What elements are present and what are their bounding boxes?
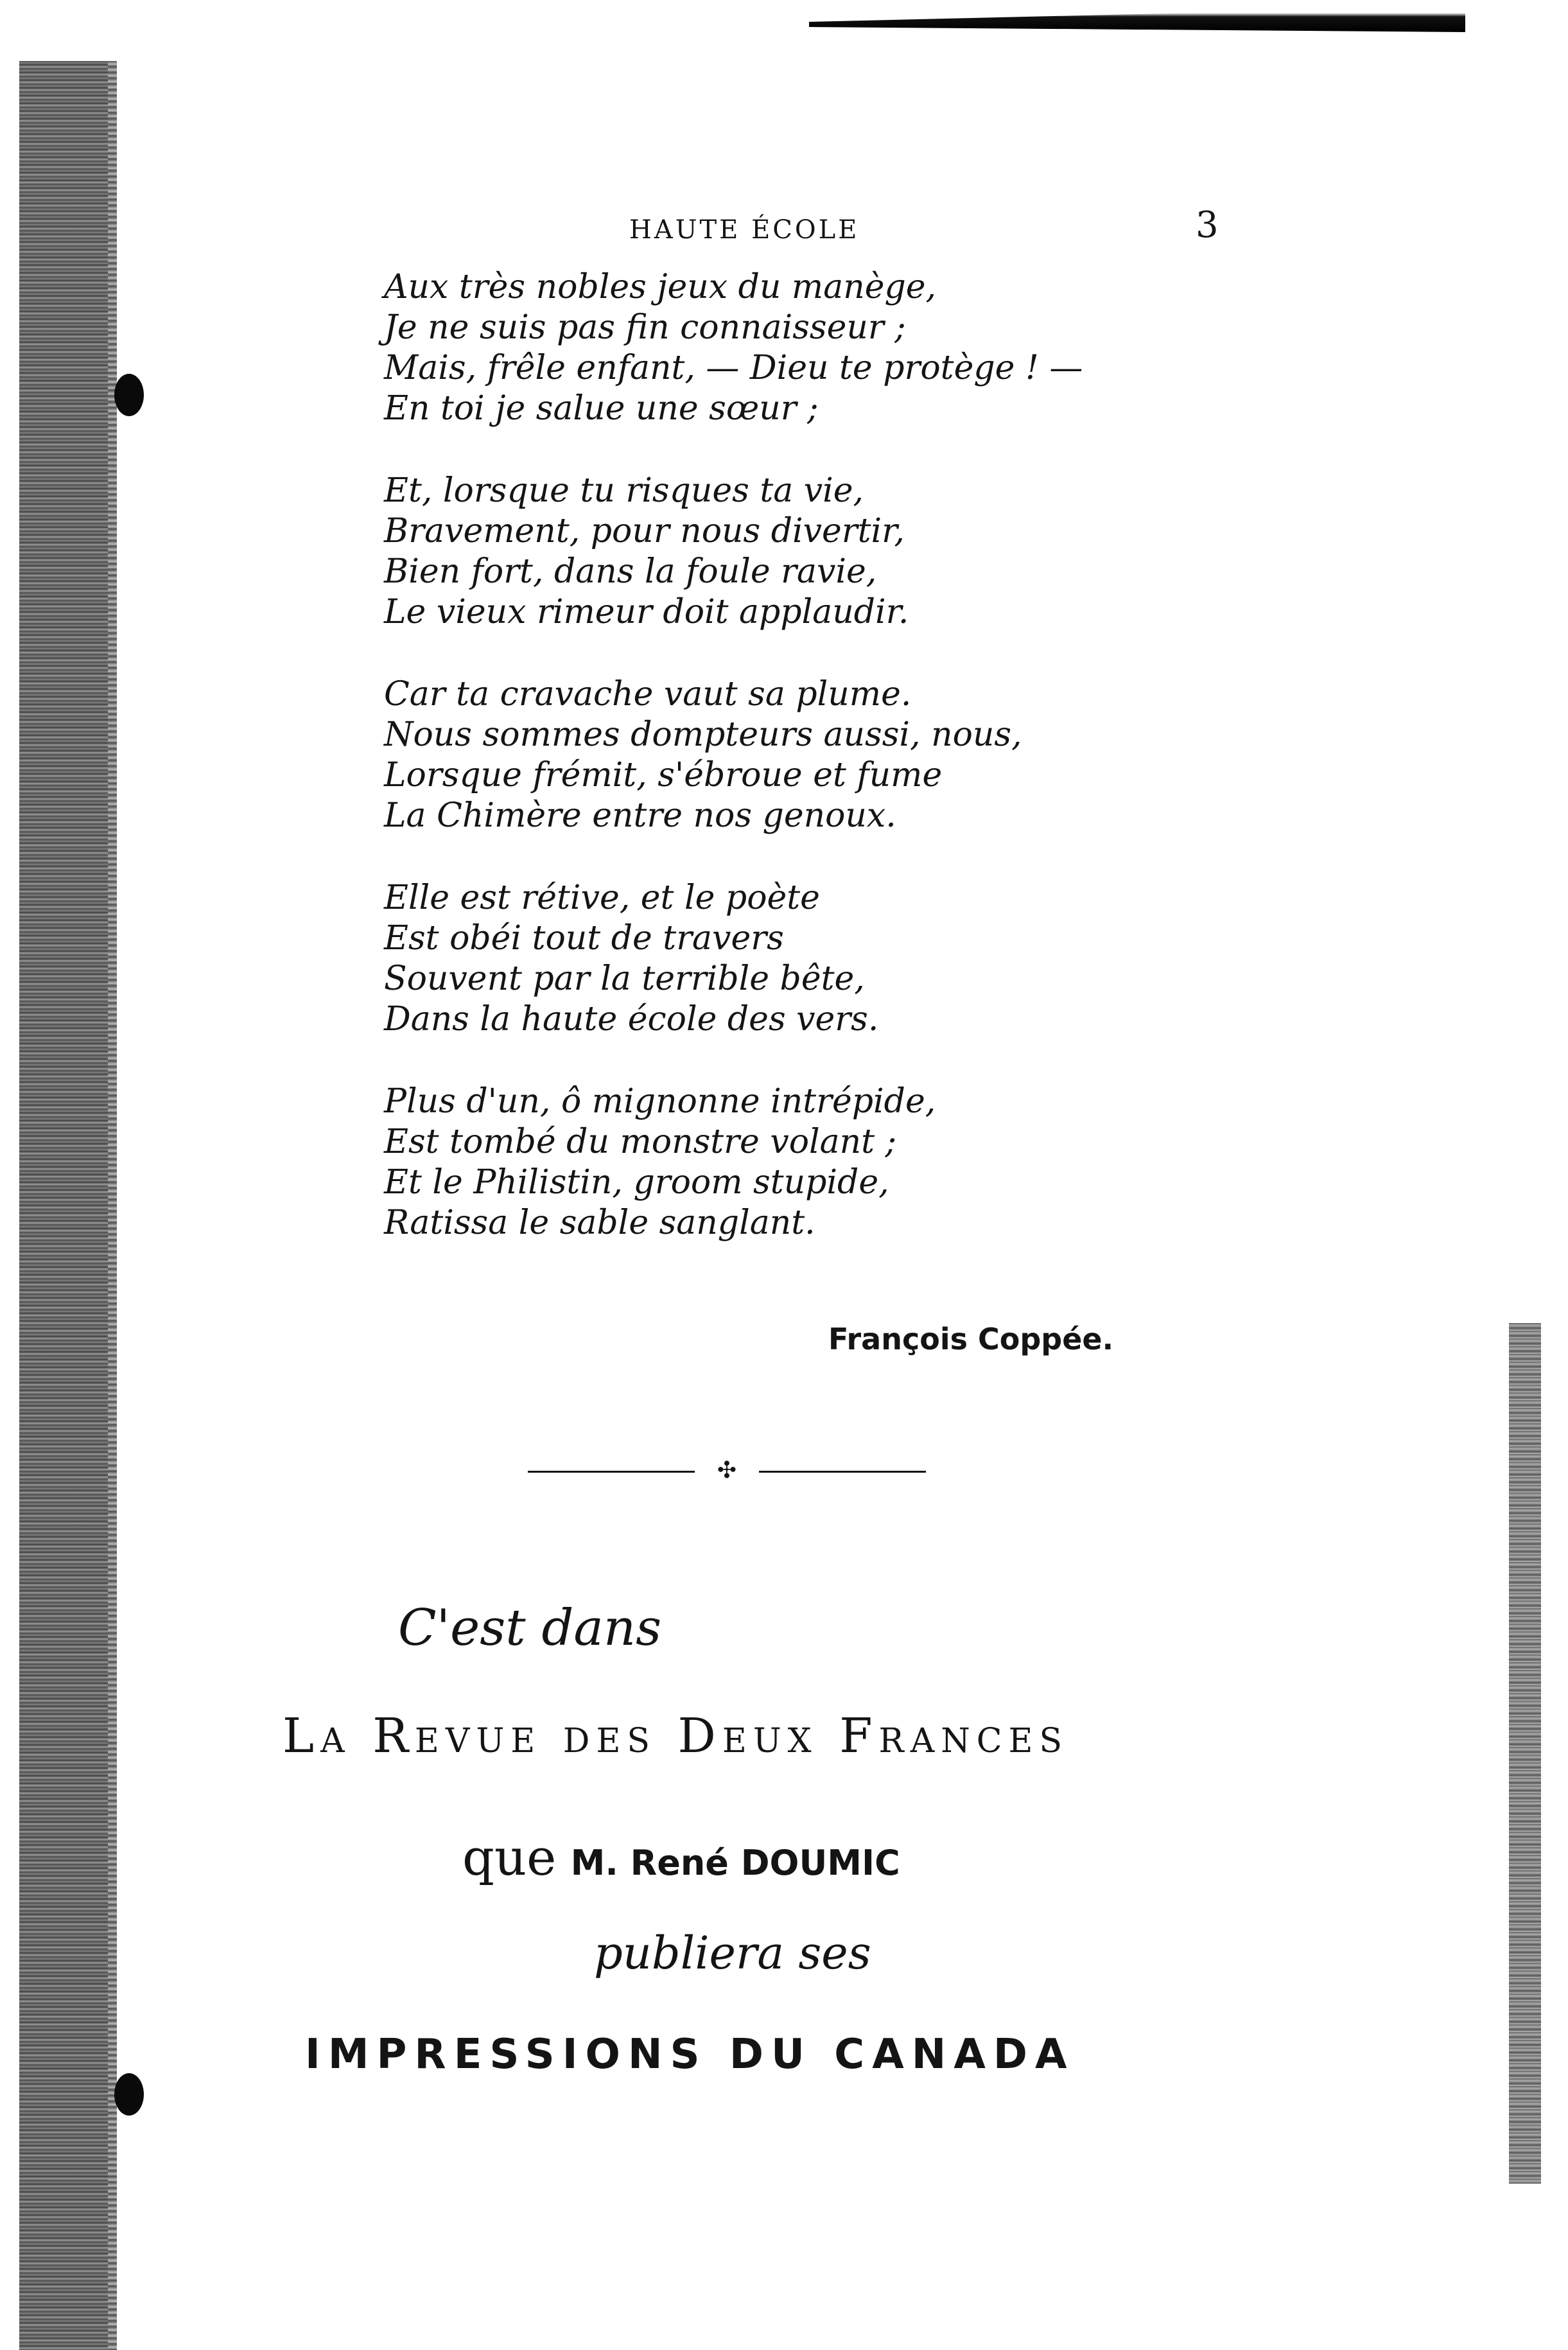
announcement-intro: C'est dans: [398, 1599, 662, 1657]
verse-line: Bien fort, dans la foule ravie,: [384, 552, 877, 591]
verse-line: Et le Philistin, groom stupide,: [384, 1163, 889, 1202]
verse-line: La Chimère entre nos genoux.: [384, 796, 896, 835]
running-head: HAUTE ÉCOLE: [629, 215, 860, 245]
verse-line: Car ta cravache vaut sa plume.: [384, 675, 912, 714]
stanza-1: [384, 267, 1219, 429]
verse-line: Lorsque frémit, s'ébroue et fume: [384, 756, 943, 794]
verse-line: Elle est rétive, et le poète: [384, 879, 820, 917]
ornamental-divider: [528, 1458, 926, 1484]
verse-line: Bravement, pour nous divertir,: [384, 512, 905, 550]
poem-signature: François Coppée.: [828, 1322, 1114, 1356]
verse-line: Est obéi tout de travers: [384, 919, 784, 958]
verse-line: Aux très nobles jeux du manège,: [384, 268, 937, 306]
scan-edge-shadow-right: [1509, 1323, 1541, 2184]
stanza-5: [384, 1082, 1219, 1243]
announcement-author-name: M. René DOUMIC: [570, 1843, 900, 1883]
announcement-author-lead: que: [462, 1829, 557, 1887]
verse-line: Mais, frêle enfant, — Dieu te protège ! —: [384, 349, 1083, 387]
punch-hole-bottom: [114, 2073, 144, 2116]
verse-line: Le vieux rimeur doit applaudir.: [384, 593, 909, 631]
verse-line: Est tombé du monstre volant ;: [384, 1123, 897, 1161]
stanza-3: [384, 674, 1219, 836]
poem: [384, 267, 1219, 1285]
stanza-2: [384, 471, 1219, 633]
verse-line: Je ne suis pas fin connaisseur ;: [384, 308, 906, 347]
verse-line: En toi je salue une sœur ;: [384, 389, 819, 428]
fleuron-icon: ✣: [717, 1457, 737, 1484]
divider-rule-right: [759, 1471, 926, 1473]
announcement-work-title: IMPRESSIONS DU CANADA: [305, 2031, 1075, 2078]
scan-top-edge: [809, 6, 1465, 32]
scan-binding-shadow-left: [19, 61, 116, 2350]
verse-line: Dans la haute école des vers.: [384, 1000, 879, 1039]
punch-hole-top: [114, 374, 144, 416]
verse-line: Et, lorsque tu risques ta vie,: [384, 471, 864, 510]
stanza-4: [384, 878, 1219, 1040]
divider-rule-left: [528, 1471, 695, 1473]
announcement-verb: publiera ses: [594, 1927, 871, 1979]
announcement-journal-title: La Revue des Deux Frances: [283, 1708, 1069, 1764]
verse-line: Ratissa le sable sanglant.: [384, 1204, 815, 1242]
verse-line: Nous sommes dompteurs aussi, nous,: [384, 715, 1022, 754]
announcement-author-line: [462, 1829, 900, 1887]
verse-line: Souvent par la terrible bête,: [384, 960, 865, 998]
page-number: 3: [1196, 204, 1219, 246]
verse-line: Plus d'un, ô mignonne intrépide,: [384, 1082, 936, 1121]
